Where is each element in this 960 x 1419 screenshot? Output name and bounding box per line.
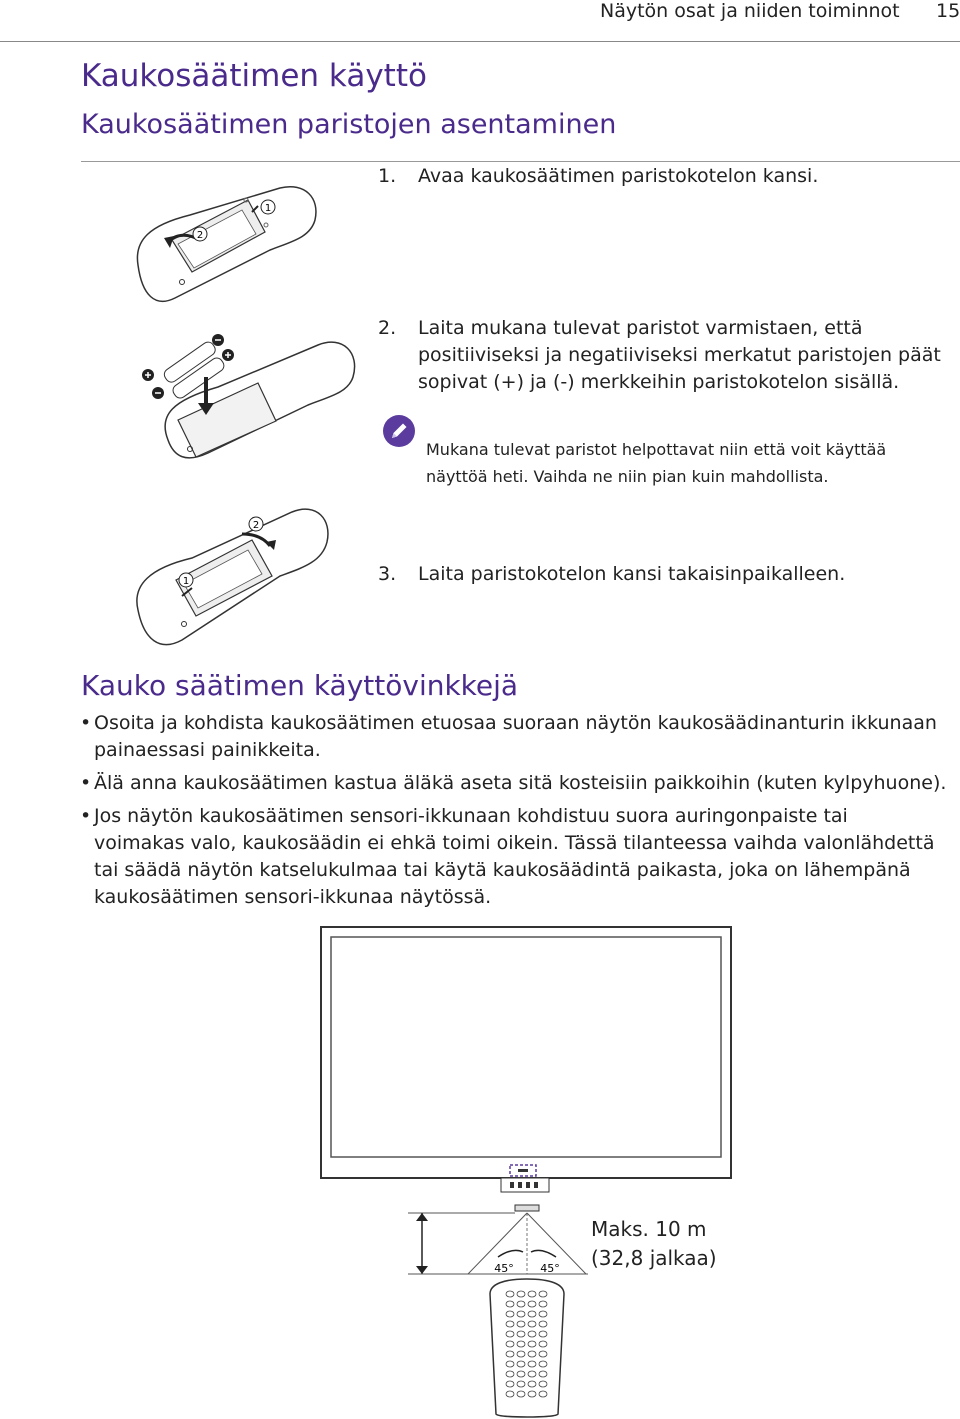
list-item [78, 803, 958, 911]
remote-control [490, 1279, 564, 1417]
remote-button-icon [517, 1361, 525, 1367]
bullet-icon: • [80, 712, 92, 734]
remote-button-icon [517, 1341, 525, 1347]
remote-button-icon [506, 1341, 514, 1347]
remote-button-icon [539, 1291, 547, 1297]
remote-button-icon [528, 1391, 536, 1397]
step-text: Laita paristokotelon kansi takaisinpaikalleen. [418, 563, 846, 585]
step-number: 1. [378, 165, 397, 187]
remote-button-icon [528, 1311, 536, 1317]
note-line: näyttöä heti. Vaihda ne niin pian kuin mahdollista. [426, 467, 829, 486]
tip-line: Osoita ja kohdista kaukosäätimen etuosaa suoraan näytön kaukosäädinanturin ikkunaan [94, 712, 937, 734]
remote-button-icon [506, 1381, 514, 1387]
section-heading: Kaukosäätimen paristojen asentaminen [81, 109, 617, 140]
step-number: 2. [378, 317, 397, 339]
note-line: Mukana tulevat paristot helpottavat niin että voit käyttää [426, 440, 887, 459]
remote-button-icon [506, 1291, 514, 1297]
section-divider [81, 161, 960, 162]
step-3 [378, 561, 845, 588]
callout-2: 2 [196, 230, 204, 241]
remote-button-icon [528, 1381, 536, 1387]
range-line: (32,8 jalkaa) [591, 1246, 717, 1270]
remote-button-icon [539, 1321, 547, 1327]
bullet-icon: • [80, 805, 92, 827]
remote-button-icon [539, 1311, 547, 1317]
remote-button-icon [528, 1331, 536, 1337]
callout-1: 1 [182, 576, 190, 587]
remote-button-icon [539, 1381, 547, 1387]
callout-1: 1 [264, 203, 272, 214]
remote-button-icon [528, 1361, 536, 1367]
remote-button-icon [528, 1301, 536, 1307]
tip-line: Jos näytön kaukosäätimen sensori-ikkunaan kohdistuu suora auringonpaiste tai [94, 805, 848, 827]
step-1 [378, 163, 818, 190]
angle-right-label: 45° [540, 1262, 560, 1275]
remote-button-icon [517, 1351, 525, 1357]
remote-button-icon [539, 1361, 547, 1367]
remote-button-icon [539, 1301, 547, 1307]
remote-insert-batteries-illustration [138, 325, 363, 465]
remote-button-icon [528, 1341, 536, 1347]
angle-left-label: 45° [494, 1262, 514, 1275]
remote-button-icon [528, 1321, 536, 1327]
monitor-screen [331, 937, 721, 1157]
remote-button-icon [528, 1351, 536, 1357]
remote-button-icon [517, 1331, 525, 1337]
note-text [426, 436, 926, 490]
page-number: 15 [936, 0, 960, 22]
remote-open-cover-illustration [130, 180, 325, 310]
header-section-title: Näytön osat ja niiden toiminnot [600, 0, 900, 22]
tip-line: painaessasi painikkeita. [94, 739, 321, 761]
remote-button-icon [539, 1391, 547, 1397]
range-line: Maks. 10 m [591, 1217, 707, 1241]
remote-button-icon [506, 1351, 514, 1357]
bullet-icon: • [80, 772, 92, 794]
remote-button-icon [539, 1341, 547, 1347]
step-2 [378, 315, 941, 396]
tip-line: tai säädä näytön katselukulmaa tai käytä kaukosäädintä paikasta, joka on lähempänä [94, 859, 911, 881]
remote-button-icon [539, 1371, 547, 1377]
page-title: Kaukosäätimen käyttö [81, 58, 427, 94]
remote-button-icon [517, 1381, 525, 1387]
tip-line: Älä anna kaukosäätimen kastua äläkä aseta sitä kosteisiin paikkoihin (kuten kylpyhuone). [94, 772, 947, 794]
remote-button-icon [539, 1331, 547, 1337]
callout-2: 2 [252, 520, 260, 531]
remote-button-icon [517, 1321, 525, 1327]
control-panel [501, 1178, 549, 1192]
remote-button-icon [528, 1291, 536, 1297]
tips-heading: Kauko säätimen käyttövinkkejä [81, 669, 519, 702]
step-text: positiiviseksi ja negatiiviseksi merkatut paristojen päät [418, 344, 941, 366]
remote-button-icon [506, 1391, 514, 1397]
list-item [78, 770, 958, 797]
pencil-note-icon [382, 414, 416, 448]
header-divider [0, 41, 960, 42]
remote-button-icon [506, 1311, 514, 1317]
step-text: sopivat (+) ja (-) merkkeihin paristokotelon sisällä. [418, 371, 900, 393]
remote-button-icon [506, 1301, 514, 1307]
tips-list [78, 710, 958, 917]
monitor-remote-range-illustration [318, 924, 738, 1419]
list-item [78, 710, 958, 764]
step-number: 3. [378, 563, 397, 585]
remote-button-icon [517, 1391, 525, 1397]
remote-button-icon [517, 1291, 525, 1297]
remote-button-icon [517, 1371, 525, 1377]
remote-button-icon [528, 1371, 536, 1377]
tip-line: voimakas valo, kaukosäädin ei ehkä toimi oikein. Tässä tilanteessa vaihda valonlähdettä [94, 832, 935, 854]
step-text: Laita mukana tulevat paristot varmistaen, että [418, 317, 863, 339]
remote-button-icon [506, 1331, 514, 1337]
remote-button-icon [506, 1371, 514, 1377]
range-label [591, 1215, 717, 1273]
remote-button-icon [517, 1311, 525, 1317]
tip-line: kaukosäätimen sensori-ikkunaa näytössä. [94, 886, 492, 908]
remote-close-cover-illustration [132, 500, 332, 655]
remote-button-icon [506, 1361, 514, 1367]
remote-button-icon [539, 1351, 547, 1357]
remote-button-icon [506, 1321, 514, 1327]
remote-button-icon [517, 1301, 525, 1307]
step-text: Avaa kaukosäätimen paristokotelon kansi. [418, 165, 819, 187]
